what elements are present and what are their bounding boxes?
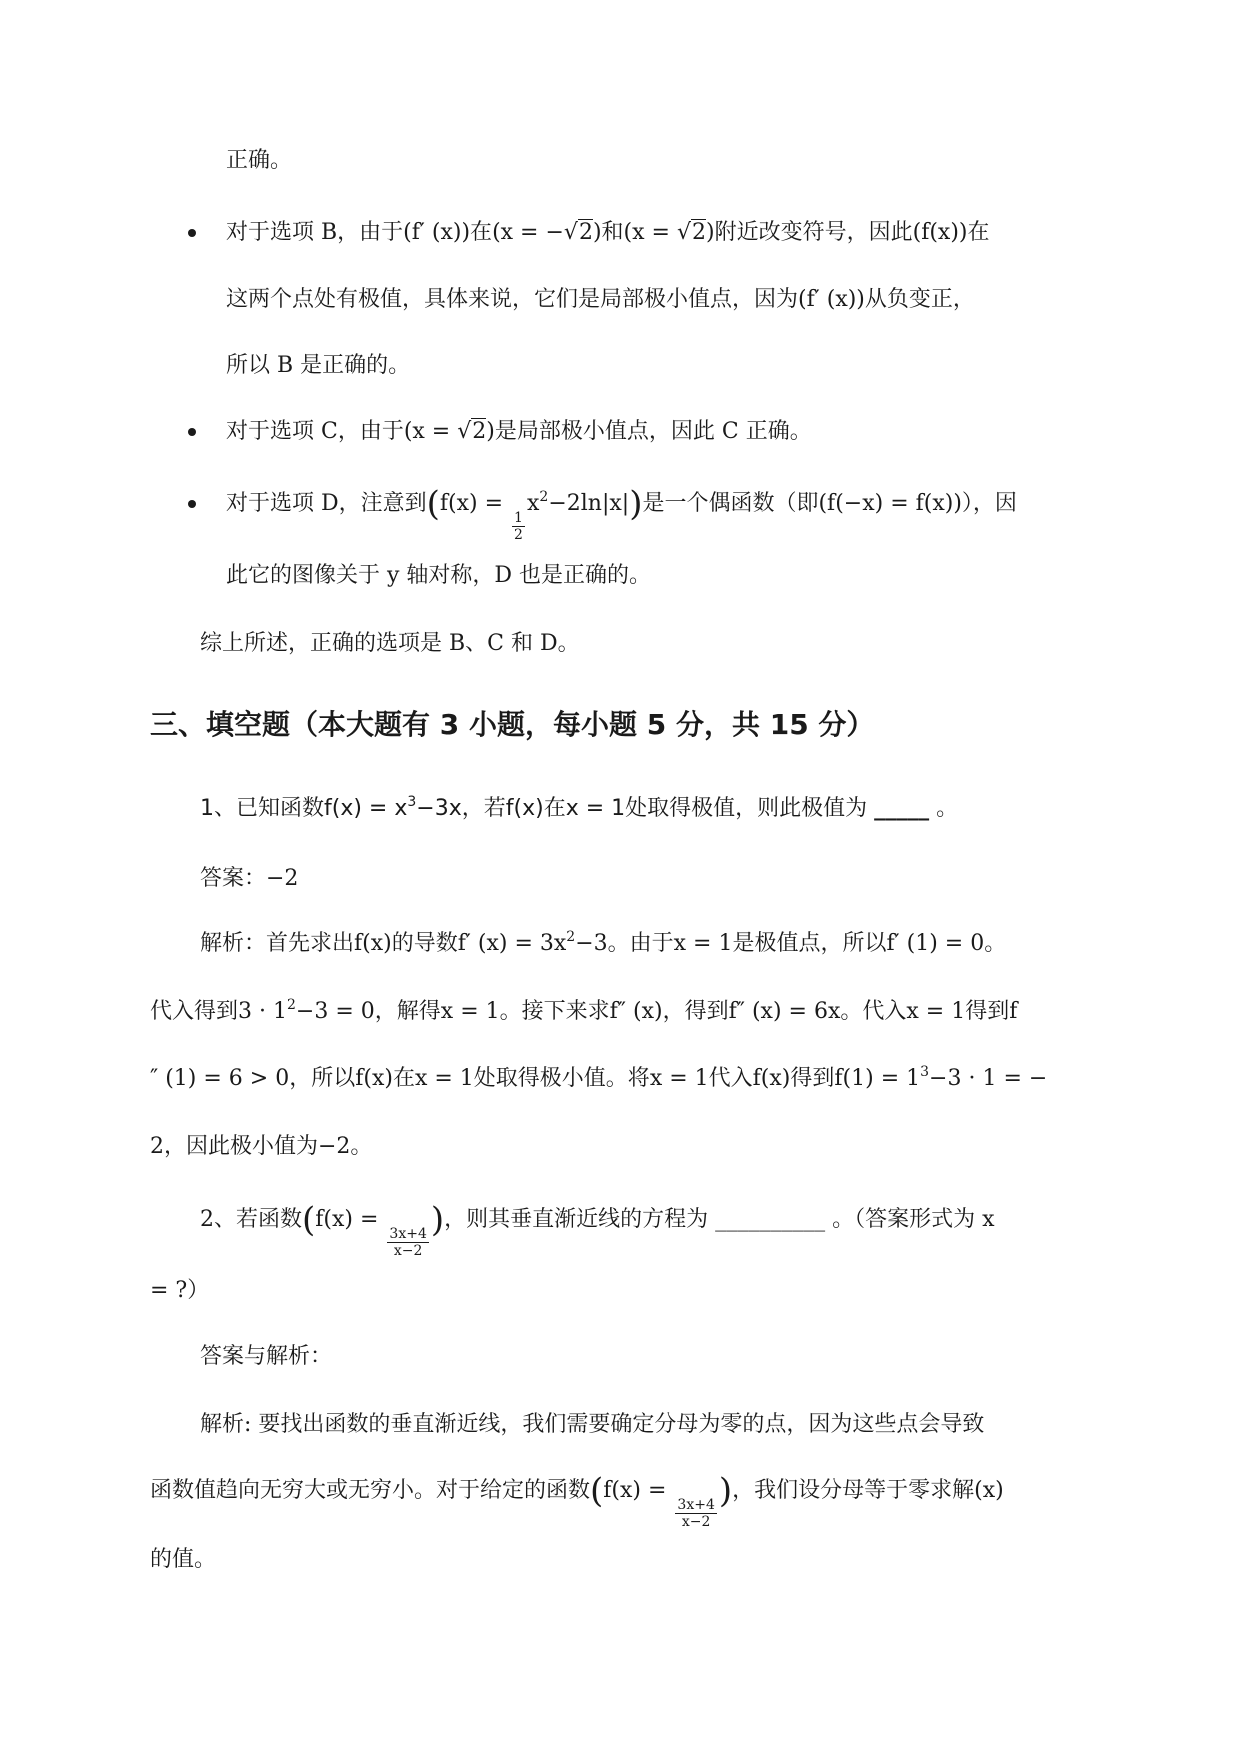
text-segment: x = 1: [414, 1066, 474, 1091]
analysis-2-line-3: 的值。: [150, 1547, 217, 1572]
analysis-2-line-2: 函数值趋向无穷大或无穷小。对于给定的函数(f(x) = $\frac{3x+4}{x-2}$ )，我们设分母等于零求解(x): [150, 1471, 1004, 1530]
text-segment: 3: [920, 1064, 930, 1080]
analysis-line-1: [200, 927, 1006, 961]
text-segment: x = 1: [673, 931, 733, 956]
answer-2-heading: 答案与解析：: [200, 1344, 333, 1369]
text-segment: 在: [392, 1066, 415, 1091]
option-b-line-1: [226, 216, 990, 250]
analysis-line-4: 2，因此极小值为−2。: [150, 1134, 373, 1159]
text-segment: ，解得: [374, 999, 441, 1024]
text-segment: 得到: [965, 999, 1010, 1024]
fraction: $\frac{1}{2}$: [514, 510, 523, 543]
text-segment: 在: [470, 220, 493, 245]
sqrt-expression: √2: [563, 220, 593, 245]
question-1: 1、已知函数$f(x) = x^3-3x$，若f(x)在x = 1处取得极值，则此极值为 _____ 。: [200, 794, 959, 821]
text-segment: f″ (x) = 6x: [728, 999, 841, 1024]
text-segment: x = 1: [440, 999, 500, 1024]
text-segment: 在: [967, 220, 990, 245]
text-segment: 是极值点，所以: [732, 931, 887, 956]
text-segment: 。: [984, 931, 1007, 956]
text-segment: −3 = 0: [295, 999, 375, 1024]
option-d-line-1: 对于选项 D，注意到(f(x) = $\frac{1}{2}$ $x^2-2\ln|x|$)是一个偶函数（即(f(−x) = f(x))），因: [226, 484, 1017, 543]
text-segment: 3 · 1: [238, 999, 287, 1024]
answer-blank: __________: [715, 1207, 826, 1232]
text-segment: −3: [575, 931, 608, 956]
text-segment: 2: [287, 997, 296, 1013]
fraction: $\frac{3x+4}{x-2}$: [677, 1497, 715, 1530]
text-segment: 2: [566, 929, 576, 945]
answer-1: 答案：−2: [200, 866, 299, 891]
fraction: $\frac{3x+4}{x-2}$: [389, 1226, 427, 1259]
sqrt-expression: √2: [676, 220, 706, 245]
bullet-marker: [188, 500, 196, 508]
text-segment: 得到: [790, 1066, 835, 1091]
bullet-marker: [188, 428, 196, 436]
text-segment: 附近改变符号，因此: [714, 220, 913, 245]
text-segment: 解析：首先求出: [200, 931, 355, 956]
sqrt-icon: √: [676, 220, 691, 245]
analysis-line-3: [150, 1062, 1047, 1096]
text-segment: ″ (1) = 6 > 0: [150, 1066, 290, 1091]
text-segment: (x =: [403, 419, 458, 444]
text-segment: 的导数: [391, 931, 458, 956]
bullet-marker: [188, 229, 196, 237]
text-segment: ): [592, 220, 602, 245]
text-segment: 和: [601, 220, 624, 245]
text-segment: f(x): [752, 1066, 791, 1091]
text-segment: (f′ (x)): [403, 220, 471, 245]
option-d-line-2: 此它的图像关于 y 轴对称，D 也是正确的。: [226, 563, 652, 588]
text-segment: 。由于: [607, 931, 674, 956]
text-segment: f′ (1) = 0: [886, 931, 985, 956]
sqrt-icon: √: [563, 220, 578, 245]
text-segment: f(1) = 1: [834, 1066, 921, 1091]
text-segment: (f′ (x)): [798, 287, 865, 312]
text-segment: (f(x)): [912, 220, 968, 245]
text-segment: ): [706, 220, 715, 245]
summary-text: 综上所述，正确的选项是 B、C 和 D。: [200, 631, 580, 656]
option-c-line: [226, 415, 812, 449]
text-segment: 对于选项 C，由于: [226, 419, 404, 444]
analysis-line-2: [150, 995, 1017, 1029]
text-segment: 处取得极小值。将: [473, 1066, 650, 1091]
text-segment: x = 1: [649, 1066, 709, 1091]
section-heading: 三、填空题（本大题有 3 小题，每小题 5 分，共 15 分）: [150, 708, 875, 741]
text-segment: f: [1009, 999, 1018, 1024]
text-segment: f′ (x) = 3x: [457, 931, 567, 956]
option-b-line-3: 所以 B 是正确的。: [226, 353, 411, 378]
text-segment: ，所以: [289, 1066, 356, 1091]
sqrt-expression: √2: [457, 419, 487, 444]
continued-text: 正确。: [226, 148, 293, 173]
answer-blank: _____: [874, 796, 930, 821]
option-b-line-2: [226, 283, 975, 317]
text-segment: 。接下来求: [499, 999, 610, 1024]
text-segment: −3 · 1 = −: [929, 1066, 1048, 1091]
text-segment: 这两个点处有极值，具体来说，它们是局部极小值点，因为: [226, 287, 799, 312]
text-segment: x = 1: [906, 999, 966, 1024]
analysis-2-line-1: 解析: 要找出函数的垂直渐近线，我们需要确定分母为零的点，因为这些点会导致: [200, 1412, 985, 1437]
text-segment: ): [486, 419, 495, 444]
sqrt-icon: √: [457, 419, 472, 444]
text-segment: 。代入: [840, 999, 907, 1024]
text-segment: 对于选项 B，由于: [226, 220, 404, 245]
text-segment: 代入得到: [150, 999, 239, 1024]
question-2: 2、若函数(f(x) = $\frac{3x+4}{x-2}$ )，则其垂直渐近线的方程为 __________ 。（答案形式为 x: [200, 1200, 995, 1259]
text-segment: (x =: [623, 220, 677, 245]
text-segment: f(x): [354, 931, 392, 956]
text-segment: ，得到: [662, 999, 729, 1024]
text-segment: f″ (x): [609, 999, 663, 1024]
text-segment: (x = −: [492, 220, 564, 245]
text-segment: 从负变正，: [864, 287, 975, 312]
text-segment: 是局部极小值点，因此 C 正确。: [494, 419, 812, 444]
question-2-line-2: = ?）: [150, 1278, 210, 1303]
text-segment: 代入: [708, 1066, 753, 1091]
text-segment: f(x): [355, 1066, 393, 1091]
